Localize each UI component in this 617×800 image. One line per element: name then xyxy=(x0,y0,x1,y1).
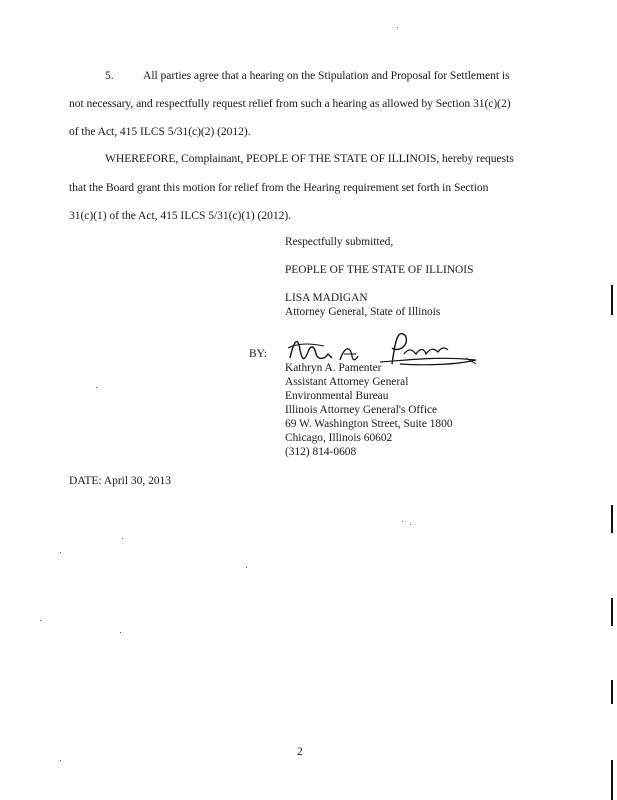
signer-name: Kathryn A. Pamenter xyxy=(285,362,382,374)
date-line: DATE: April 30, 2013 xyxy=(69,474,172,487)
scan-speck xyxy=(397,27,398,28)
paragraph-5-line-1: All parties agree that a hearing on the Stipulation and Proposal for Settlement is xyxy=(143,69,510,82)
phone-number: (312) 814-0608 xyxy=(285,446,357,458)
party-name: PEOPLE OF THE STATE OF ILLINOIS xyxy=(285,264,474,276)
office-name: Illinois Attorney General's Office xyxy=(285,404,438,416)
wherefore-line-1: WHEREFORE, Complainant, PEOPLE OF THE STATE OF ILLINOIS, hereby requests xyxy=(105,152,514,165)
scan-edge-mark xyxy=(611,680,613,704)
scan-speck xyxy=(96,387,97,388)
paragraph-number: 5. xyxy=(105,69,114,82)
attorney-general-name: LISA MADIGAN xyxy=(285,292,368,304)
by-label: BY: xyxy=(249,348,267,360)
paragraph-5-line-2: not necessary, and respectfully request relief from such a hearing as allowed by Section 31(c)(2) xyxy=(69,97,511,110)
wherefore-line-2: that the Board grant this motion for relief from the Hearing requirement set forth in Section xyxy=(69,181,489,194)
city-address: Chicago, Illinois 60602 xyxy=(285,432,393,444)
scan-speck xyxy=(60,552,61,553)
street-address: 69 W. Washington Street, Suite 1800 xyxy=(285,418,453,430)
signer-title: Assistant Attorney General xyxy=(285,376,409,388)
scan-speck xyxy=(402,521,403,522)
scan-edge-mark xyxy=(611,505,613,533)
paragraph-5-line-3: of the Act, 415 ILCS 5/31(c)(2) (2012). xyxy=(69,125,251,138)
scan-speck xyxy=(40,620,41,621)
scan-edge-mark xyxy=(611,598,613,626)
respectfully-submitted: Respectfully submitted, xyxy=(285,236,394,248)
attorney-general-title: Attorney General, State of Illinois xyxy=(285,306,441,318)
scan-speck xyxy=(60,760,61,761)
scan-edge-mark xyxy=(611,285,613,315)
scan-speck xyxy=(246,567,247,568)
scan-speck xyxy=(122,538,123,539)
scan-speck xyxy=(410,524,411,525)
page-number: 2 xyxy=(297,745,303,758)
scan-edge-mark xyxy=(611,760,613,800)
bureau-name: Environmental Bureau xyxy=(285,390,389,402)
scan-speck xyxy=(120,632,121,633)
wherefore-line-3: 31(c)(1) of the Act, 415 ILCS 5/31(c)(1) (2012). xyxy=(69,209,292,222)
